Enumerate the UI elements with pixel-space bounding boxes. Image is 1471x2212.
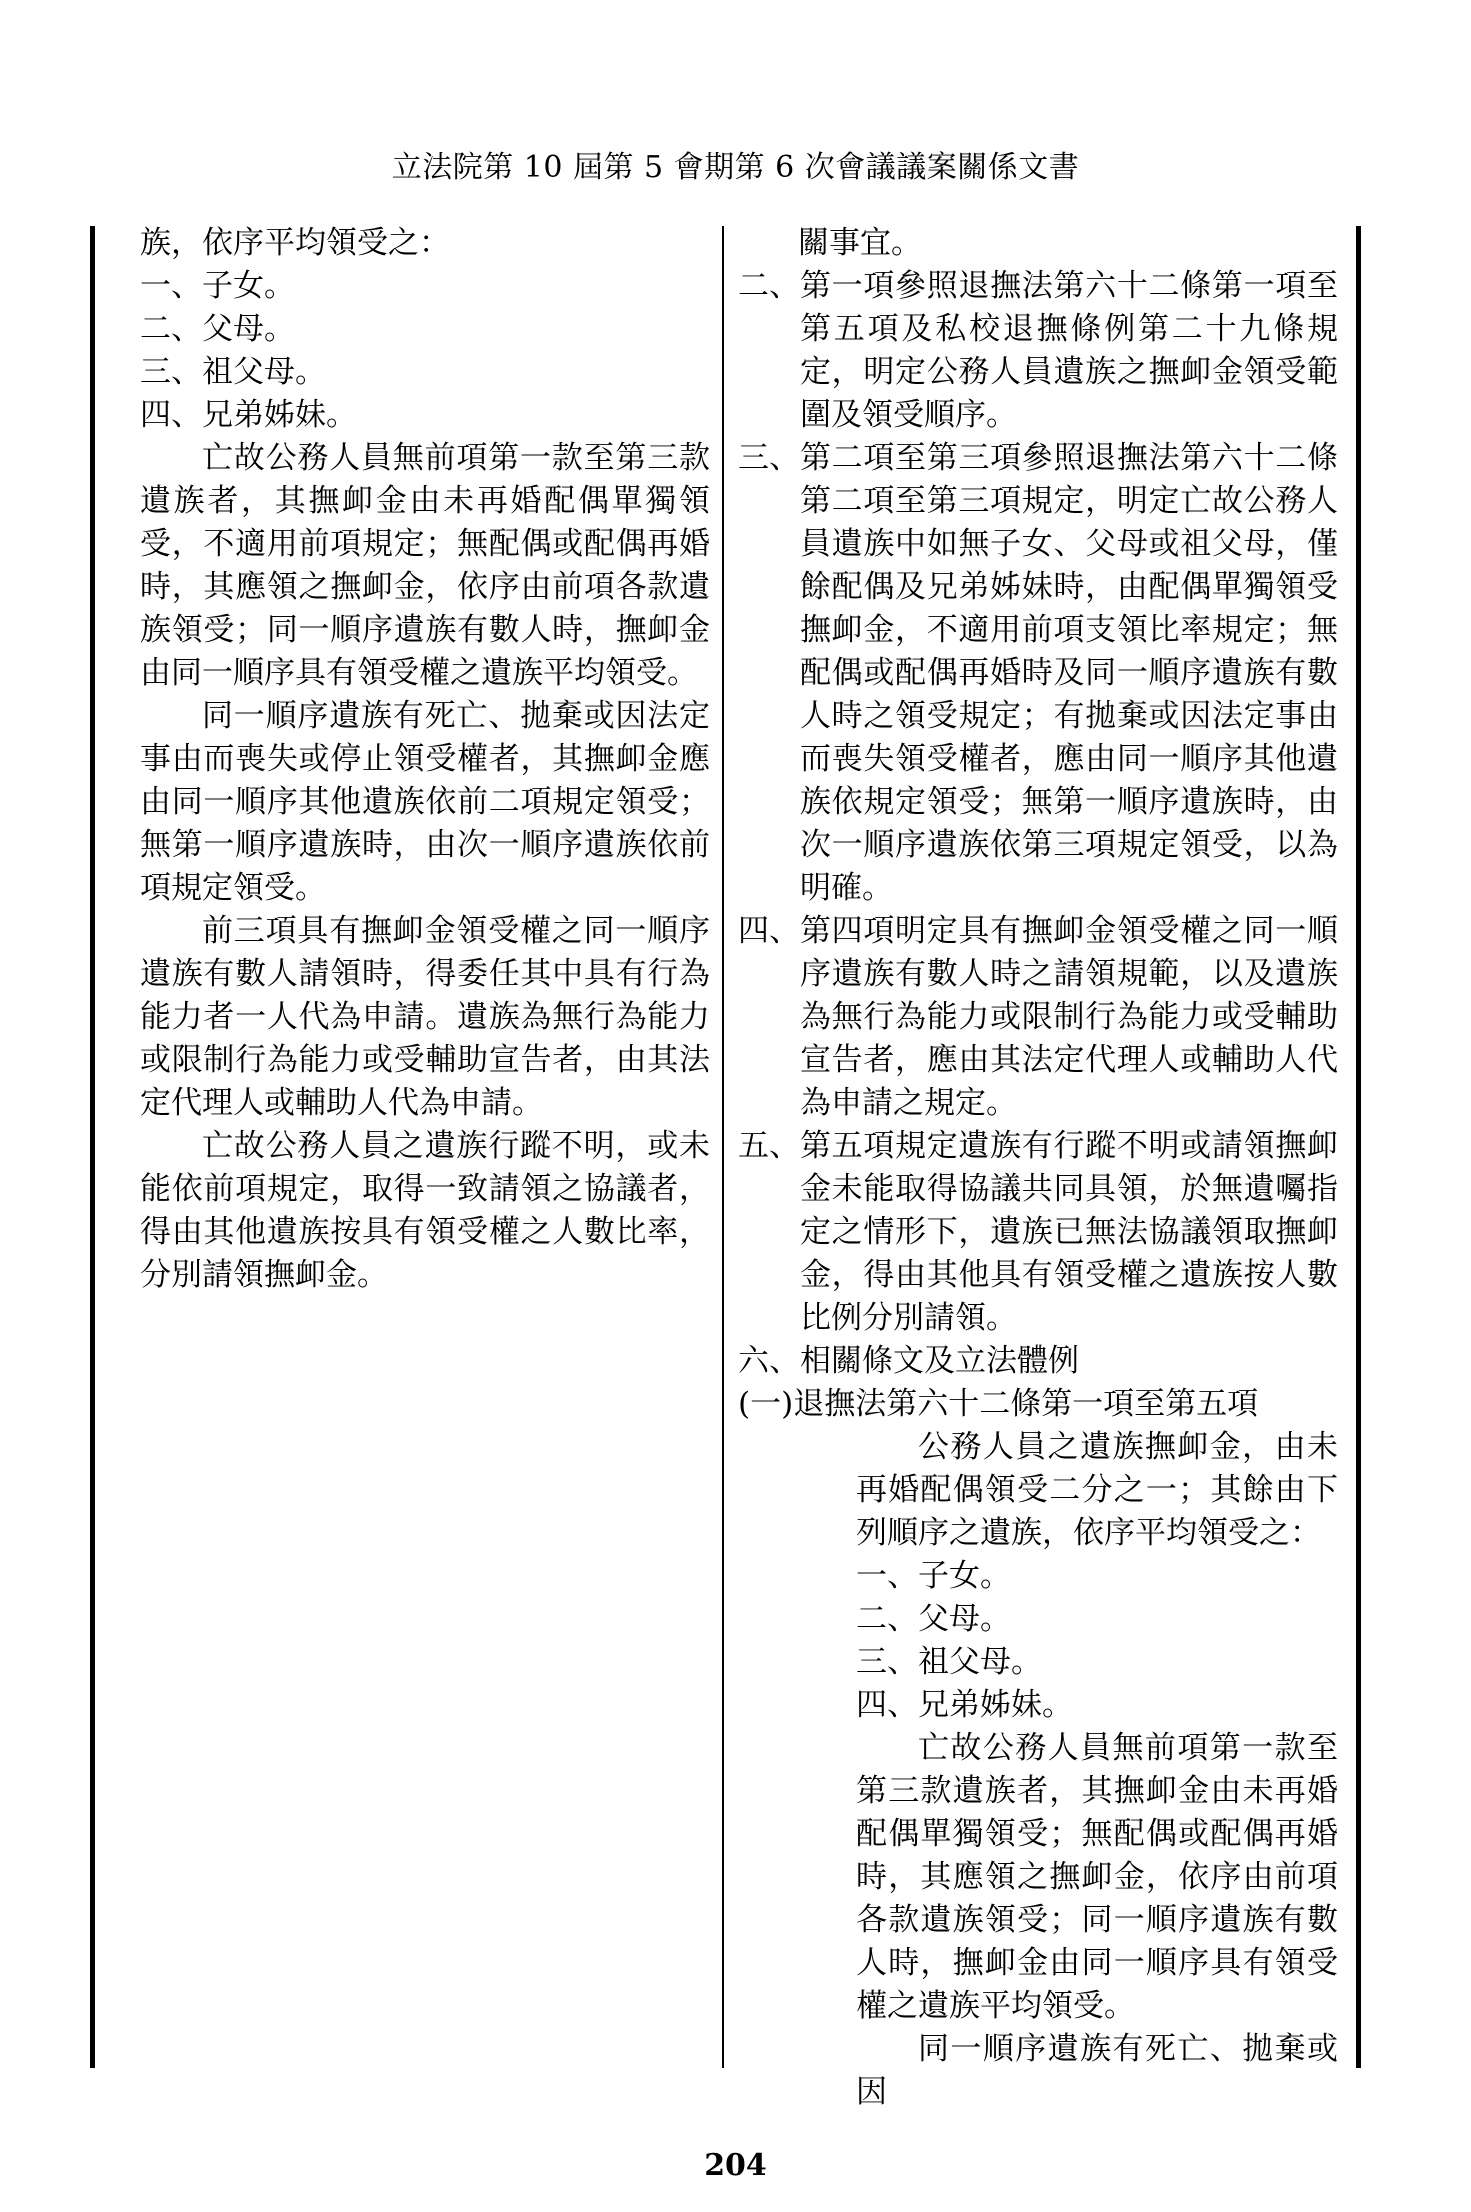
right-item xyxy=(738,1340,1338,1383)
left-paragraph: 前三項具有撫卹金領受權之同一順序遺族有數人請領時，得委任其中具有行為能力者一人代為申請。遺族為無行為能力或限制行為能力或受輔助宣告者，由其法定代理人或輔助人代為申請。 xyxy=(140,913,710,1121)
item-number: 五、 xyxy=(738,1128,800,1164)
quoted-item: 一、子女。 xyxy=(856,1558,1011,1594)
left-paragraph: 同一順序遺族有死亡、拋棄或因法定事由而喪失或停止領受權者，其撫卹金應由同一順序其他遺族依前二項規定領受；無第一順序遺族時，由次一順序遺族依前項規定領受。 xyxy=(140,698,710,906)
item-text: 相關條文及立法體例 xyxy=(800,1343,1079,1379)
left-item: 二、父母。 xyxy=(140,311,295,347)
right-column xyxy=(738,222,1338,2114)
item-text: 第四項明定具有撫卹金領受權之同一順序遺族有數人時之請領規範，以及遺族為無行為能力或限制行為能力或受輔助宣告者，應由其法定代理人或輔助人代為申請之規定。 xyxy=(800,913,1338,1121)
quoted-paragraph: 亡故公務人員無前項第一款至第三款遺族者，其撫卹金由未再婚配偶單獨領受；無配偶或配偶再婚時，其應領之撫卹金，依序由前項各款遺族領受；同一順序遺族有數人時，撫卹金由同一順序具有領受權之遺族平均領受。 xyxy=(856,1730,1338,2024)
right-item xyxy=(738,437,1338,910)
right-item xyxy=(738,265,1338,437)
left-intro: 族，依序平均領受之： xyxy=(140,225,450,261)
quoted-article xyxy=(856,1426,1338,2114)
right-border-line xyxy=(1356,226,1361,2068)
item-number: 三、 xyxy=(738,440,800,476)
item-number: 四、 xyxy=(738,913,800,949)
quoted-item: 二、父母。 xyxy=(856,1601,1011,1637)
quoted-paragraph: 公務人員之遺族撫卹金，由未再婚配偶領受二分之一；其餘由下列順序之遺族，依序平均領受之： xyxy=(856,1429,1338,1551)
quoted-item: 三、祖父母。 xyxy=(856,1644,1042,1680)
left-paragraph: 亡故公務人員之遺族行蹤不明，或未能依前項規定，取得一致請領之協議者，得由其他遺族按具有領受權之人數比率，分別請領撫卹金。 xyxy=(140,1128,710,1293)
item-number: 二、 xyxy=(738,268,800,304)
item-number: 六、 xyxy=(738,1343,800,1379)
left-paragraph: 亡故公務人員無前項第一款至第三款遺族者，其撫卹金由未再婚配偶單獨領受，不適用前項規定；無配偶或配偶再婚時，其應領之撫卹金，依序由前項各款遺族領受；同一順序遺族有數人時，撫卹金由同一順序具有領受權之遺族平均領受。 xyxy=(140,440,710,691)
item-text: 第五項規定遺族有行蹤不明或請領撫卹金未能取得協議共同具領，於無遺囑指定之情形下，遺族已無法協議領取撫卹金，得由其他具有領受權之遺族按人數比例分別請領。 xyxy=(800,1128,1338,1336)
sub-heading: (一)退撫法第六十二條第一項至第五項 xyxy=(738,1386,1259,1422)
quoted-paragraph: 同一順序遺族有死亡、拋棄或因 xyxy=(856,2031,1338,2110)
item-text: 第一項參照退撫法第六十二條第一項至第五項及私校退撫條例第二十九條規定，明定公務人員遺族之撫卹金領受範圍及領受順序。 xyxy=(800,268,1338,433)
right-item xyxy=(738,1125,1338,1340)
left-border-line xyxy=(90,226,95,2068)
right-item xyxy=(738,910,1338,1125)
page-number: 204 xyxy=(704,2148,767,2183)
page-header: 立法院第 10 屆第 5 會期第 6 次會議議案關係文書 xyxy=(391,150,1080,185)
left-column xyxy=(140,222,710,1297)
column-divider-line xyxy=(722,226,724,2068)
right-continuation: 關事宜。 xyxy=(798,225,922,261)
item-text: 第二項至第三項參照退撫法第六十二條第二項至第三項規定，明定亡故公務人員遺族中如無子女、父母或祖父母，僅餘配偶及兄弟姊妹時，由配偶單獨領受撫卹金，不適用前項支領比率規定；無配偶或配偶再婚時及同一順序遺族有數人時之領受規定；有拋棄或因法定事由而喪失領受權者，應由同一順序其他遺族依規定領受；無第一順序遺族時，由次一順序遺族依第三項規定領受，以為明確。 xyxy=(800,440,1338,906)
left-item: 一、子女。 xyxy=(140,268,295,304)
left-item: 四、兄弟姊妹。 xyxy=(140,397,357,433)
quoted-item: 四、兄弟姊妹。 xyxy=(856,1687,1073,1723)
left-item: 三、祖父母。 xyxy=(140,354,326,390)
